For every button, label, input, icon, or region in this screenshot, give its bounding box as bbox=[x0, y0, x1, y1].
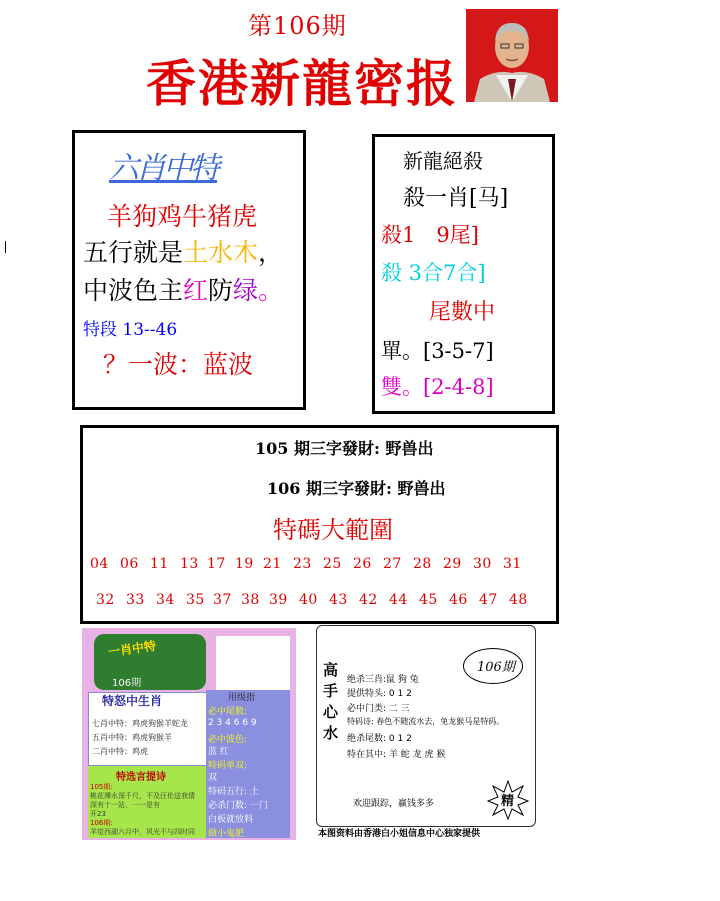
te-ma-heading: 特碼大範圍 bbox=[273, 516, 393, 544]
bi-wei-label: 必中尾数: bbox=[208, 707, 248, 717]
banner-text: 一肖中特 bbox=[107, 638, 157, 660]
range-number: 33 bbox=[126, 592, 145, 608]
banner-issue: 106期 bbox=[112, 678, 142, 689]
er-xiao: 二肖中特：鸡虎 bbox=[92, 747, 148, 756]
portrait-photo bbox=[466, 9, 558, 102]
jue-sha-box bbox=[372, 134, 555, 414]
liu-xiao-heading: 六肖中特 bbox=[109, 151, 217, 186]
te-ma-dan-label: 特码单双: bbox=[208, 761, 248, 771]
stray-mark bbox=[5, 241, 6, 253]
poem-106-label: 106期: bbox=[90, 819, 113, 827]
range-number: 42 bbox=[359, 592, 378, 608]
poem-105-line-c: 开23 bbox=[90, 810, 106, 818]
side-char-2: 手 bbox=[323, 682, 339, 700]
zodiac-list: 羊狗鸡牛猪虎 bbox=[107, 202, 258, 231]
bubble-text: 106期 bbox=[477, 660, 515, 675]
poem-105-line-b: 深有十一站，一一是有 bbox=[90, 801, 160, 809]
bi-wei-nums: 2 3 4 6 6 9 bbox=[208, 718, 257, 728]
range-number: 44 bbox=[389, 592, 408, 608]
jue-sha-san-xiao: 绝杀三肖:鼠 狗 兔 bbox=[347, 675, 419, 685]
jue-sha-wei-shu: 绝杀尾数: 0 1 2 bbox=[347, 734, 412, 744]
range-number: 21 bbox=[263, 556, 282, 572]
sha-wei: 殺1 9尾] bbox=[381, 223, 479, 247]
right-panel-title: 用级指 bbox=[228, 693, 256, 703]
wei-shu-heading: 尾數中 bbox=[429, 300, 496, 325]
range-number: 13 bbox=[180, 556, 199, 572]
poem-105-line-a: 桃花潭水深千尺，不及汪伦送我情 bbox=[90, 792, 195, 800]
range-number: 26 bbox=[353, 556, 372, 572]
range-number: 17 bbox=[207, 556, 226, 572]
range-number: 30 bbox=[473, 556, 492, 572]
bi-bo-value: 蓝 红 bbox=[208, 747, 229, 757]
range-number: 31 bbox=[503, 556, 522, 572]
bose-line bbox=[83, 271, 283, 307]
liu-xiao-box bbox=[72, 130, 306, 410]
last-note: 做小鬼肥 bbox=[208, 829, 245, 839]
bai-ban-note: 白板就放料 bbox=[208, 815, 254, 825]
ti-gong-te-tou: 提供特头: 0 1 2 bbox=[347, 689, 412, 699]
range-number: 48 bbox=[509, 592, 528, 608]
yi-xiao-collage bbox=[82, 628, 296, 840]
wu-xiao: 五肖中特：鸡虎狗猴羊 bbox=[92, 733, 172, 742]
welcome-text: 欢迎跟踪，赢钱多多 bbox=[353, 799, 435, 809]
range-number: 47 bbox=[479, 592, 498, 608]
bose-green: 绿 bbox=[233, 276, 259, 305]
range-number: 19 bbox=[235, 556, 254, 572]
issue-number: 第106期 bbox=[248, 12, 347, 40]
te-zai-qi-zhong: 特在其中: 羊 蛇 龙 虎 猴 bbox=[347, 750, 446, 760]
qi-xiao: 七肖中特：鸡虎狗猴羊蛇龙 bbox=[92, 719, 188, 728]
bose-mid: 防 bbox=[208, 276, 234, 305]
range-number: 32 bbox=[96, 592, 115, 608]
side-title bbox=[323, 660, 339, 744]
wuxing-value: 土水木 bbox=[183, 238, 259, 267]
blank-patch bbox=[216, 636, 290, 690]
range-number: 45 bbox=[419, 592, 438, 608]
te-duan: 特段 13--46 bbox=[83, 320, 178, 340]
starburst-text: 精 bbox=[501, 794, 515, 809]
te-zhong-title: 特怒中生肖 bbox=[102, 694, 163, 708]
gao-shou-xin-shui-panel bbox=[316, 625, 536, 827]
line-105: 105 期三字發財: 野兽出 bbox=[255, 439, 434, 458]
men-shu-note: 必杀门数: 一门 bbox=[208, 801, 268, 811]
yi-bo-line: ？一波：蓝波 bbox=[103, 350, 254, 379]
dan-line: 單。[3-5-7] bbox=[381, 339, 494, 363]
range-number: 37 bbox=[213, 592, 232, 608]
range-number: 23 bbox=[293, 556, 312, 572]
sha-he: 殺 3合7合] bbox=[381, 261, 486, 285]
footer-credit: 本图资料由香港白小姐信息中心独家提供 bbox=[318, 829, 481, 839]
wuxing-prefix: 五行就是 bbox=[83, 238, 184, 267]
side-char-1: 高 bbox=[323, 661, 339, 679]
range-number: 06 bbox=[120, 556, 139, 572]
shuang-line: 雙。[2-4-8] bbox=[381, 375, 494, 399]
range-number: 34 bbox=[156, 592, 175, 608]
range-number: 04 bbox=[90, 556, 109, 572]
range-number: 38 bbox=[241, 592, 260, 608]
range-number: 28 bbox=[413, 556, 432, 572]
bi-bo-label: 必中波色: bbox=[208, 735, 248, 745]
person-icon bbox=[466, 9, 558, 102]
poem-title: 特选言提诗 bbox=[116, 772, 166, 783]
wuxing-line bbox=[83, 233, 283, 269]
range-number: 29 bbox=[443, 556, 462, 572]
range-number: 40 bbox=[299, 592, 318, 608]
bose-end: 。 bbox=[258, 276, 284, 305]
range-number: 35 bbox=[186, 592, 205, 608]
wuxing-suffix: ， bbox=[258, 238, 284, 267]
range-number: 46 bbox=[449, 592, 468, 608]
poem-105-label: 105期: bbox=[90, 783, 113, 791]
range-number: 43 bbox=[329, 592, 348, 608]
te-ma-dan-value: 双 bbox=[208, 773, 218, 783]
wuxing-note: 特码五行: 土 bbox=[208, 787, 259, 797]
side-char-3: 心 bbox=[323, 703, 339, 721]
side-char-4: 水 bbox=[323, 724, 339, 742]
line-106: 106 期三字發財: 野兽出 bbox=[267, 479, 446, 498]
bose-prefix: 中波色主 bbox=[83, 276, 184, 305]
range-number: 27 bbox=[383, 556, 402, 572]
poem-106-line: 羊觉西湖六月中，风光不与四时同 bbox=[90, 828, 195, 836]
page-title: 香港新龍密报 bbox=[146, 54, 458, 113]
te-ma-shi: 特码诗: 春色不随流水去，兔龙猴马是特码。 bbox=[347, 717, 505, 726]
range-number: 25 bbox=[323, 556, 342, 572]
bose-red: 红 bbox=[183, 276, 209, 305]
range-number: 39 bbox=[269, 592, 288, 608]
bi-zhong-men-lei: 必中门类: 二 三 bbox=[347, 704, 410, 714]
range-number: 11 bbox=[150, 556, 169, 572]
sha-xiao: 殺一肖[马] bbox=[403, 186, 509, 211]
te-ma-box bbox=[80, 425, 559, 624]
jue-sha-title: 新龍絕殺 bbox=[403, 149, 483, 173]
